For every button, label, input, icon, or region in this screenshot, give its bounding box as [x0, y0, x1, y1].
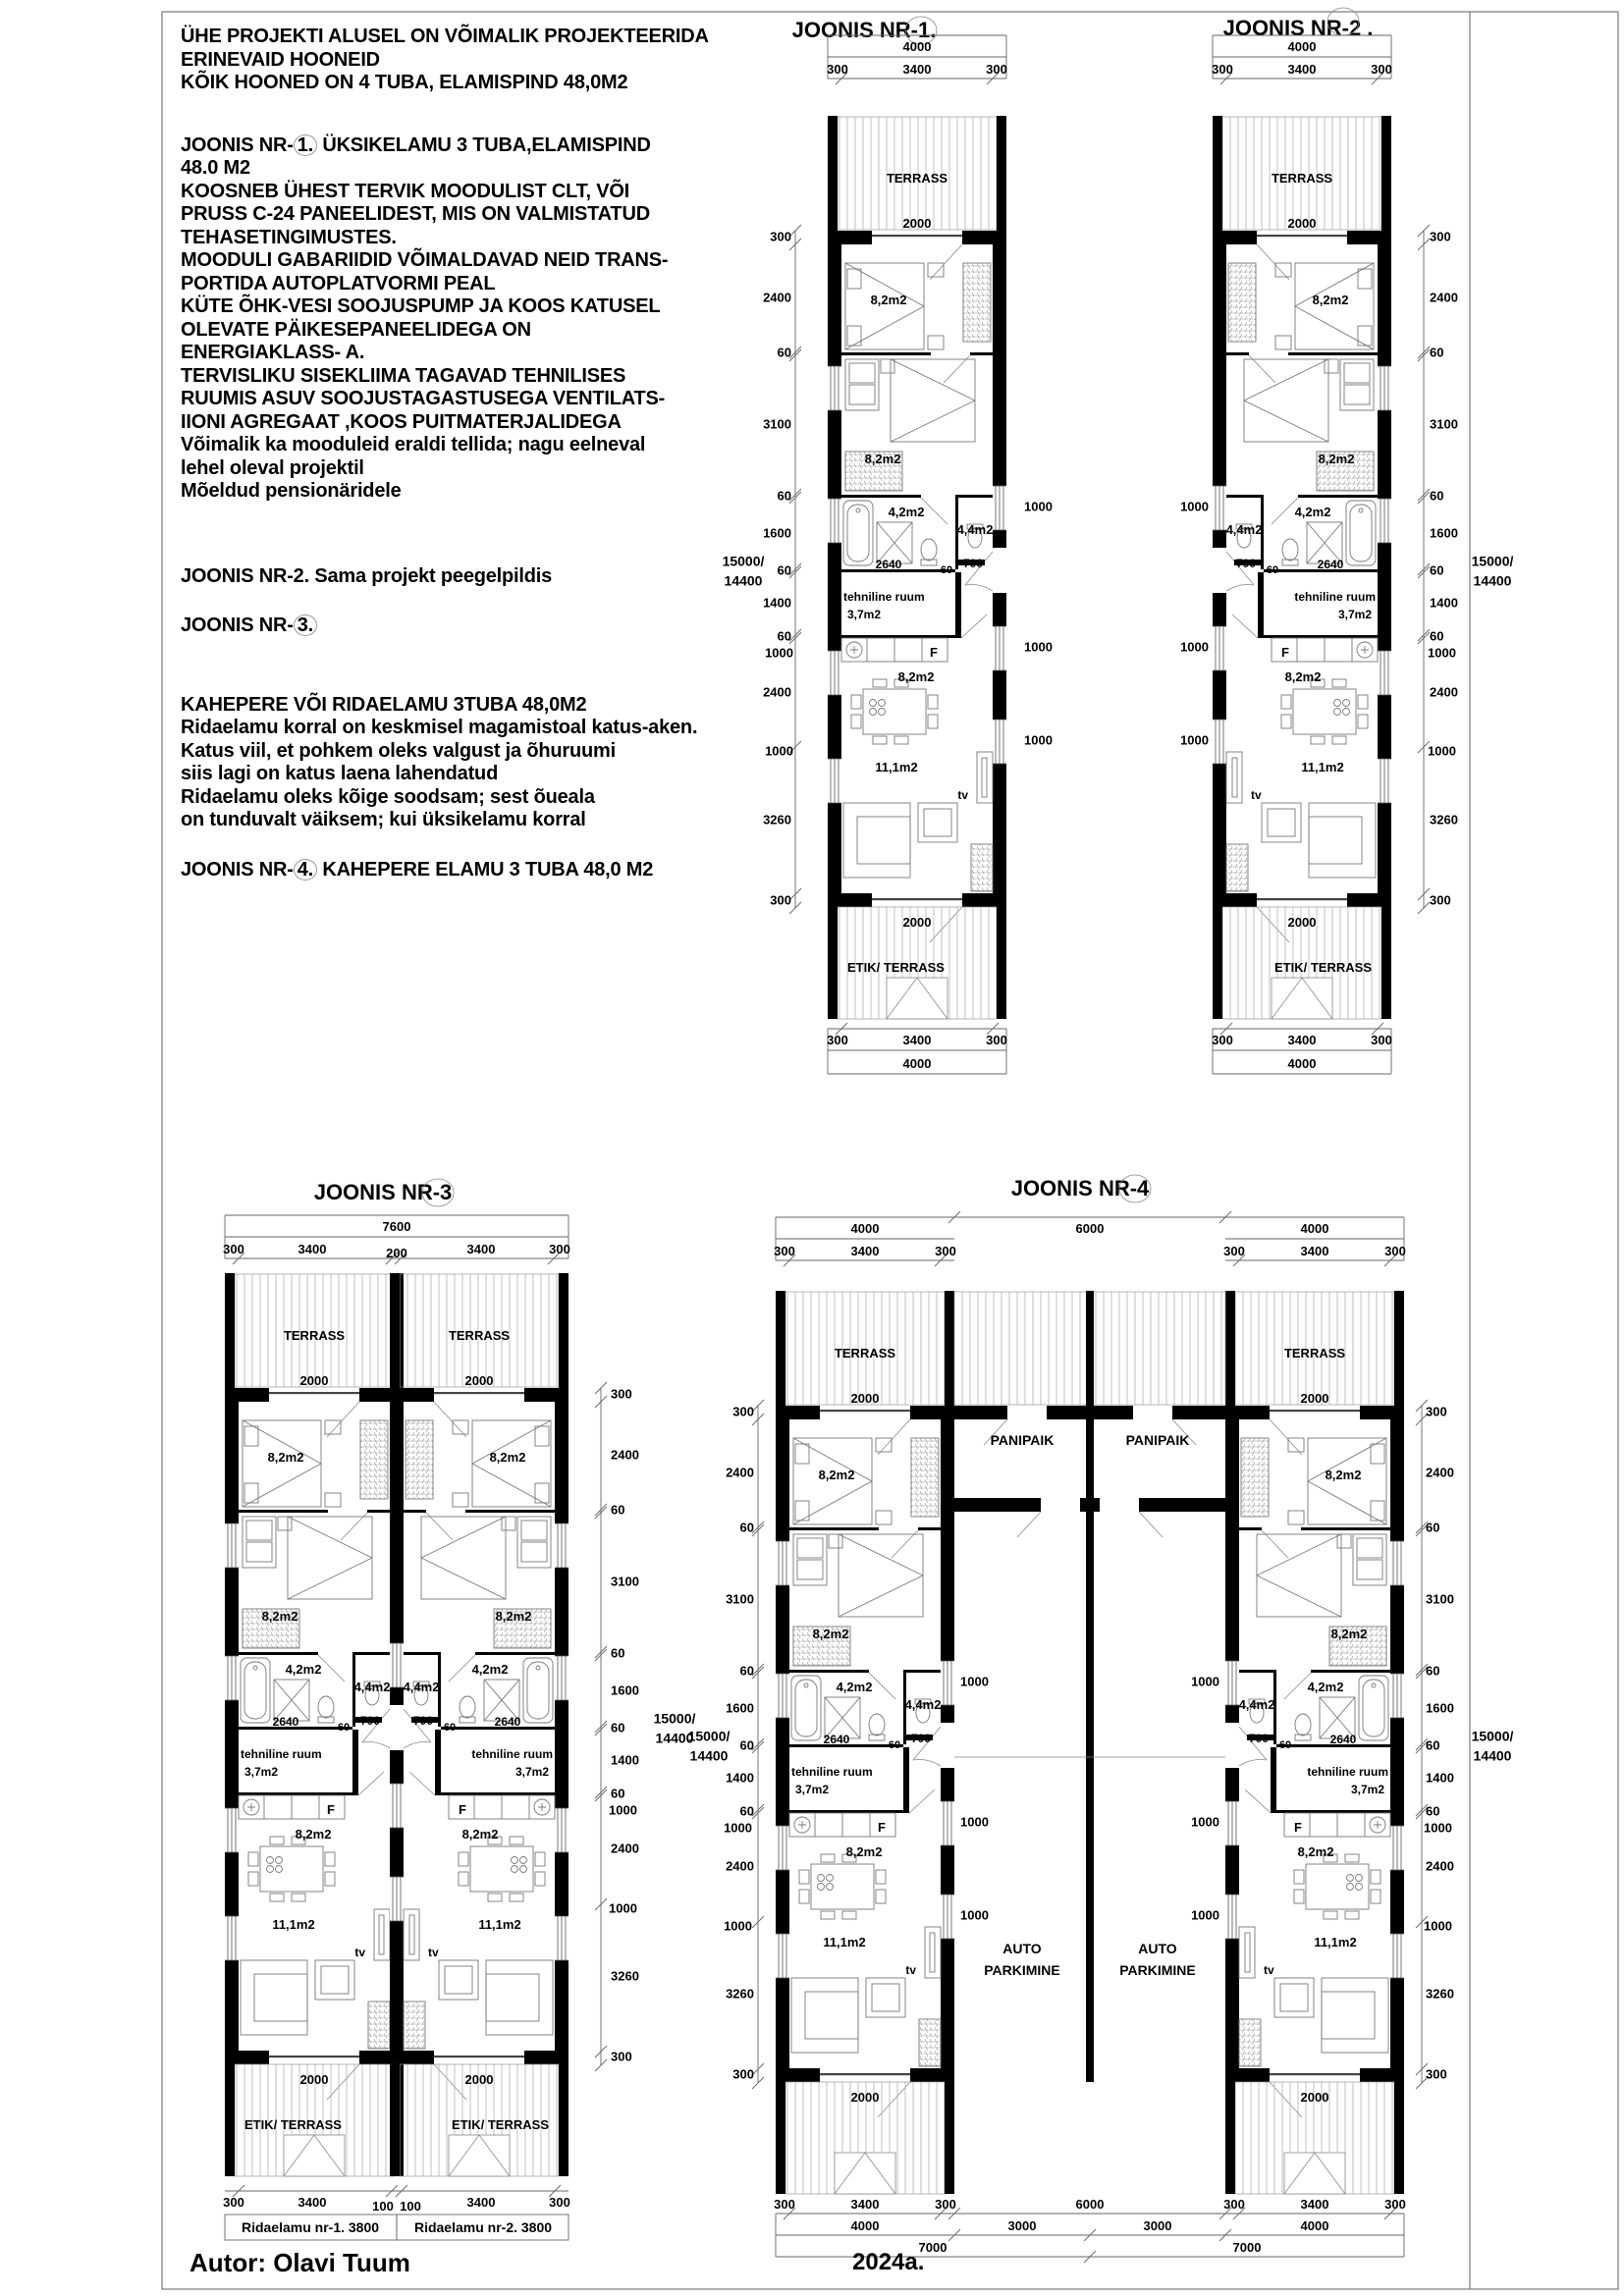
- dim-label: 3260: [1426, 1986, 1454, 2002]
- dim-label: 300: [770, 229, 791, 244]
- room-label: PARKIMINE: [1119, 1962, 1196, 1978]
- appliance-label: F: [1281, 645, 1289, 660]
- dim-label: 2640: [1329, 1733, 1357, 1746]
- dim-label: 4000: [902, 39, 932, 54]
- dim-label: 60: [777, 562, 791, 578]
- dim-label: 1400: [611, 1752, 639, 1768]
- dim-label: 3260: [1430, 812, 1458, 828]
- dim-label: 2000: [464, 1373, 494, 1388]
- dim-label: 300: [223, 1242, 244, 1256]
- room-label: AUTO: [1002, 1941, 1042, 1956]
- room-label: 4,4m2: [904, 1697, 942, 1712]
- text-line: on tunduvalt väiksem; kui üksikelamu korral: [181, 809, 586, 830]
- dim-label: 2400: [1430, 684, 1458, 700]
- dim-label: 300: [1371, 62, 1392, 77]
- text-line: PRUSS C-24 PANEELIDEST, MIS ON VALMISTATUD: [181, 203, 650, 225]
- dim-label: 60: [1426, 1737, 1440, 1753]
- dim-label: 300: [1426, 1404, 1447, 1419]
- dim-label: 3400: [1287, 62, 1317, 77]
- dim-label: 4000: [902, 1056, 932, 1071]
- dim-label: 200: [386, 1246, 407, 1260]
- circled-number: 4.: [294, 859, 317, 881]
- dim-label: 300: [1430, 892, 1451, 908]
- room-label: 4,2m2: [285, 1662, 322, 1677]
- dim-label: 60: [1430, 345, 1444, 360]
- dim-label: 7000: [1232, 2240, 1262, 2255]
- text-line: 48.0 M2: [181, 157, 250, 179]
- dim-label: 15000/: [687, 1728, 731, 1744]
- dim-label: 300: [732, 2066, 754, 2082]
- dim-label: 300: [1384, 1244, 1406, 1258]
- circled-number: 3.: [294, 614, 317, 636]
- dim-label: 2400: [1426, 1465, 1454, 1480]
- dim-label: 60: [611, 1502, 625, 1518]
- dim-label: 100: [400, 2199, 421, 2214]
- room-label: 4,4m2: [353, 1680, 391, 1694]
- dim-label: 1000: [724, 1918, 752, 1934]
- room-label: 8,2m2: [1284, 669, 1322, 684]
- text-line: JOONIS NR- 1. ÜKSIKELAMU 3 TUBA,ELAMISPIND: [181, 133, 651, 156]
- circled-number: 1.: [294, 134, 317, 156]
- appliance-label: F: [878, 1820, 886, 1835]
- room-label: TERRASS: [1271, 171, 1333, 186]
- room-label: 8,2m2: [1325, 1468, 1362, 1482]
- dim-label: 14400: [655, 1730, 694, 1746]
- dim-label: 14400: [689, 1747, 729, 1764]
- dim-label: 3100: [763, 416, 791, 432]
- tv-label: tv: [1251, 788, 1262, 802]
- dim-label: 300: [1426, 2066, 1447, 2082]
- dim-label: 60: [739, 1520, 754, 1535]
- dim-label: 300: [986, 62, 1007, 77]
- dim-label: 300: [827, 62, 848, 77]
- dim-label: 4000: [850, 2218, 880, 2233]
- room-label: 4,2m2: [888, 505, 925, 519]
- room-label: tehniline ruum: [1307, 1765, 1388, 1779]
- text-line: RUUMIS ASUV SOOJUSTAGASTUSEGA VENTILATS-: [181, 388, 666, 409]
- room-label: PANIPAIK: [1125, 1432, 1190, 1448]
- dim-label: 1000: [609, 1900, 637, 1916]
- dim-label: 60: [611, 1720, 625, 1735]
- dim-label: 2000: [1287, 915, 1317, 930]
- dim-label: 2400: [611, 1447, 639, 1463]
- dim-label: 700: [359, 1714, 381, 1728]
- text-line: MOODULI GABARIIDID VÕIMALDAVAD NEID TRANS-: [181, 249, 669, 271]
- dim-label: 1000: [1024, 732, 1053, 748]
- text-line: IIONI AGREGAAT ,KOOS PUITMATERJALIDEGA: [181, 410, 622, 433]
- dim-label: 1400: [1426, 1770, 1454, 1786]
- dim-label: 300: [1223, 2197, 1245, 2212]
- dim-label: 1600: [1426, 1700, 1454, 1716]
- text-line: JOONIS NR- 4. KAHEPERE ELAMU 3 TUBA 48,0 M2: [181, 858, 654, 881]
- text-line: siis lagi on katus laena lahendatud: [181, 763, 499, 784]
- dim-label: 2000: [1300, 2090, 1329, 2105]
- tv-label: tv: [1264, 1963, 1274, 1977]
- dim-label: 1400: [1430, 595, 1458, 611]
- dim-label: 15000/: [653, 1710, 696, 1727]
- text-line: Mõeldud pensionäridele: [181, 480, 402, 502]
- room-label: 4,2m2: [1294, 505, 1331, 519]
- dim-label: 60: [443, 1722, 457, 1734]
- dim-label: 2400: [1430, 290, 1458, 305]
- dim-label: 2400: [1426, 1858, 1454, 1874]
- dim-label: 2000: [850, 1391, 880, 1406]
- dim-label: 300: [611, 1386, 632, 1402]
- dim-label: 3260: [763, 812, 791, 828]
- dim-label: 3400: [466, 2195, 496, 2210]
- dim-label: 300: [611, 2049, 632, 2064]
- room-label: 8,2m2: [461, 1827, 499, 1842]
- dim-label: 300: [1212, 62, 1233, 77]
- dim-label: 1000: [1191, 1814, 1219, 1830]
- dim-label: 300: [549, 2195, 570, 2210]
- dim-label: 300: [827, 1033, 848, 1047]
- dim-label: 700: [1235, 557, 1257, 570]
- dim-label: 2000: [464, 2072, 494, 2087]
- dim-label: 300: [774, 2197, 795, 2212]
- room-label: 4,2m2: [836, 1680, 873, 1694]
- dim-label: 2000: [902, 216, 932, 231]
- dim-label: 60: [777, 488, 791, 504]
- dim-label: 1000: [1424, 1918, 1452, 1934]
- dim-label: 300: [774, 1244, 795, 1258]
- dim-label: 1000: [960, 1814, 989, 1830]
- year-label: 2024a.: [852, 2249, 925, 2275]
- dim-label: 3400: [850, 1244, 880, 1258]
- text-line: ENERGIAKLASS- A.: [181, 342, 365, 363]
- text-line: KÜTE ÕHK-VESI SOOJUSPUMP JA KOOS KATUSEL: [181, 295, 661, 317]
- dim-chain-nr1-left: [723, 229, 793, 907]
- room-label: 11,1m2: [1314, 1935, 1357, 1949]
- dim-label: 1000: [1180, 639, 1209, 655]
- dim-label: 3400: [298, 2195, 327, 2210]
- dim-label: 2640: [494, 1715, 521, 1729]
- court-area: [954, 1291, 1225, 2082]
- dim-label: 3100: [1430, 416, 1458, 432]
- dim-label: 60: [1278, 1739, 1292, 1751]
- dim-chain-nr3-right: [609, 1386, 696, 2063]
- dim-label: 1000: [724, 1820, 752, 1836]
- room-label: 8,2m2: [897, 669, 935, 684]
- dim-label: 300: [1371, 1033, 1392, 1047]
- room-label: TERRASS: [834, 1346, 896, 1361]
- plan-title: JOONIS NR-3: [313, 1180, 453, 1204]
- text-line: OLEVATE PÄIKESEPANEELIDEGA ON: [181, 318, 531, 341]
- room-label: TERRASS: [283, 1328, 346, 1343]
- dim-label: 1000: [1191, 1907, 1219, 1923]
- dim-label: 60: [1426, 1663, 1440, 1679]
- appliance-label: F: [459, 1802, 466, 1817]
- unit-label: Ridaelamu nr-1. 3800: [241, 2219, 380, 2235]
- text-line: ÜHE PROJEKTI ALUSEL ON VÕIMALIK PROJEKTEERIDA: [181, 26, 709, 47]
- dim-label: 60: [1426, 1803, 1440, 1819]
- room-label: 3,7m2: [795, 1783, 830, 1796]
- dim-label: 60: [1430, 628, 1444, 644]
- dim-label: 60: [1426, 1520, 1440, 1535]
- dim-label: 3260: [726, 1986, 754, 2002]
- dim-label: 1000: [609, 1802, 637, 1818]
- dim-label: 1000: [1180, 499, 1209, 514]
- room-label: PARKIMINE: [984, 1962, 1060, 1978]
- dim-label: 2400: [726, 1465, 754, 1480]
- dim-label: 700: [962, 557, 984, 570]
- dim-label: 2000: [299, 1373, 329, 1388]
- dim-label: 60: [739, 1803, 754, 1819]
- text-line: TERVISLIKU SISEKLIIMA TAGAVAD TEHNILISES: [181, 364, 626, 387]
- tv-label: tv: [428, 1946, 439, 1959]
- dim-label: 2400: [763, 290, 791, 305]
- dim-label: 15000/: [722, 553, 765, 569]
- dim-label: 60: [1266, 564, 1279, 576]
- dim-label: 60: [777, 345, 791, 360]
- dim-label: 1600: [611, 1682, 639, 1698]
- dim-label: 1000: [765, 743, 793, 759]
- dim-label: 300: [935, 1244, 956, 1258]
- dim-label: 300: [1430, 229, 1451, 244]
- dim-label: 4000: [1287, 39, 1317, 54]
- text-line: Ridaelamu oleks kõige soodsam; sest õueala: [181, 785, 595, 808]
- dim-label: 3400: [902, 62, 932, 77]
- plan-title: JOONIS NR-2 .: [1222, 16, 1374, 40]
- room-label: 8,2m2: [495, 1609, 532, 1624]
- room-label: tehniline ruum: [1294, 590, 1376, 604]
- dim-label: 4000: [850, 1221, 880, 1236]
- text-line: KAHEPERE VÕI RIDAELAMU 3TUBA 48,0M2: [181, 693, 587, 716]
- dim-label: 300: [732, 1404, 754, 1419]
- dim-label: 2000: [1300, 1391, 1329, 1406]
- room-label: tehniline ruum: [791, 1765, 873, 1779]
- room-label: 4,4m2: [403, 1680, 440, 1694]
- dim-label: 300: [770, 892, 791, 908]
- room-label: 4,4m2: [1238, 1697, 1275, 1712]
- dim-label: 3400: [1300, 1244, 1329, 1258]
- dim-label: 3400: [298, 1242, 327, 1256]
- plan-title: JOONIS NR-1.: [791, 18, 937, 42]
- plan-nr3: [223, 1179, 695, 2240]
- dim-label: 60: [1430, 488, 1444, 504]
- text-line: KÕIK HOONED ON 4 TUBA, ELAMISPIND 48,0M2: [181, 72, 628, 93]
- room-label: 3,7m2: [244, 1765, 279, 1779]
- dim-chain-nr4-right: [1424, 1404, 1514, 2081]
- room-label: 3,7m2: [1350, 1783, 1384, 1796]
- dim-label: 4000: [1300, 2218, 1329, 2233]
- dim-label: 15000/: [1471, 1728, 1514, 1744]
- dim-label: 1000: [960, 1907, 989, 1923]
- room-label: 11,1m2: [875, 760, 918, 774]
- dim-label: 700: [910, 1732, 932, 1745]
- text-line: Ridaelamu korral on keskmisel magamistoal katus-aken.: [181, 717, 698, 738]
- room-label: AUTO: [1138, 1941, 1177, 1956]
- dim-label: 1000: [1180, 732, 1209, 748]
- dim-label: 3100: [726, 1591, 754, 1607]
- text-line: lehel oleval projektil: [181, 456, 364, 479]
- dim-label: 60: [777, 628, 791, 644]
- dim-label: 3400: [1287, 1033, 1317, 1047]
- dim-label: 3100: [1426, 1591, 1454, 1607]
- dim-chain-nr2-right: [1428, 229, 1514, 907]
- dim-label: 3000: [1143, 2218, 1172, 2233]
- plan-nr4: [688, 1175, 1514, 2263]
- dim-label: 2400: [763, 684, 791, 700]
- dim-label: 1000: [1024, 639, 1053, 655]
- dim-label: 6000: [1075, 1221, 1105, 1236]
- room-label: 8,2m2: [812, 1627, 849, 1641]
- dim-label: 2640: [272, 1715, 299, 1729]
- dim-chain-nr4-left: [688, 1404, 754, 2081]
- dim-label: 3400: [1300, 2197, 1329, 2212]
- dim-label: 3000: [1007, 2218, 1037, 2233]
- room-label: PANIPAIK: [990, 1432, 1055, 1448]
- dim-label: 300: [1384, 2197, 1406, 2212]
- appliance-label: F: [930, 645, 938, 660]
- dim-label: 100: [372, 2199, 394, 2214]
- dim-label: 2000: [902, 915, 932, 930]
- room-label: TERRASS: [1283, 1346, 1346, 1361]
- dim-label: 300: [935, 2197, 956, 2212]
- dim-label: 60: [611, 1786, 625, 1801]
- dim-label: 3100: [611, 1574, 639, 1589]
- dim-label: 60: [888, 1739, 901, 1751]
- dim-label: 1600: [1430, 525, 1458, 541]
- dim-label: 1600: [763, 525, 791, 541]
- dim-label: 60: [739, 1737, 754, 1753]
- room-label: TERRASS: [886, 171, 948, 186]
- dim-label: 1000: [765, 645, 793, 661]
- plan-nr2: [1180, 8, 1513, 1074]
- dim-label: 60: [940, 564, 953, 576]
- dim-label: 7600: [382, 1219, 411, 1234]
- dim-label: 60: [611, 1645, 625, 1661]
- tv-label: tv: [354, 1946, 365, 1959]
- dim-label: 700: [412, 1714, 434, 1728]
- dim-label: 1000: [1424, 1820, 1452, 1836]
- room-label: 8,2m2: [1330, 1627, 1368, 1641]
- author-label: Autor: Olavi Tuum: [189, 2248, 410, 2277]
- room-label: 3,7m2: [1337, 608, 1372, 621]
- tv-label: tv: [905, 1963, 916, 1977]
- dim-label: 300: [549, 1242, 570, 1256]
- room-label: tehniline ruum: [843, 590, 925, 604]
- dim-label: 1000: [1428, 743, 1456, 759]
- dim-label: 2400: [726, 1858, 754, 1874]
- room-label: 4,2m2: [471, 1662, 509, 1677]
- dim-label: 1600: [726, 1700, 754, 1716]
- room-label: 8,2m2: [267, 1450, 304, 1465]
- unit-label: Ridaelamu nr-2. 3800: [413, 2219, 553, 2235]
- text-line: ERINEVAID HOONEID: [181, 48, 380, 71]
- dim-label: 1400: [726, 1770, 754, 1786]
- dim-label: 2000: [850, 2090, 880, 2105]
- dim-label: 2640: [875, 558, 902, 571]
- room-label: TERRASS: [448, 1328, 511, 1343]
- dim-label: 2000: [299, 2072, 329, 2087]
- room-label: 8,2m2: [1297, 1844, 1334, 1859]
- room-label: ETIK/ TERRASS: [1274, 960, 1372, 975]
- dim-label: 1400: [763, 595, 791, 611]
- dim-label: 1000: [1428, 645, 1456, 661]
- room-label: ETIK/ TERRASS: [452, 2117, 549, 2132]
- dim-label: 4000: [1287, 1056, 1317, 1071]
- text-line: JOONIS NR- 3.: [181, 614, 780, 638]
- dim-label: 7000: [918, 2240, 947, 2255]
- dim-label: 300: [1223, 1244, 1245, 1258]
- dim-label: 300: [223, 2195, 244, 2210]
- room-label: 8,2m2: [261, 1609, 298, 1624]
- dim-label: 3400: [902, 1033, 932, 1047]
- dim-label: 2640: [823, 1733, 850, 1746]
- text-line: Võimalik ka mooduleid eraldi tellida; nagu eelneval: [181, 434, 646, 455]
- dim-label: 300: [986, 1033, 1007, 1047]
- dim-label: 14400: [724, 572, 763, 589]
- dim-label: 3260: [611, 1968, 639, 1984]
- dim-label: 6000: [1075, 2197, 1105, 2212]
- room-label: ETIK/ TERRASS: [847, 960, 945, 975]
- dim-label: 300: [1212, 1033, 1233, 1047]
- room-label: 8,2m2: [489, 1450, 526, 1465]
- plan-title: JOONIS NR-4: [1010, 1176, 1150, 1201]
- room-label: tehniline ruum: [471, 1747, 553, 1761]
- room-label: 11,1m2: [272, 1917, 315, 1932]
- room-label: 4,2m2: [1307, 1680, 1344, 1694]
- room-label: 3,7m2: [514, 1765, 549, 1779]
- dim-label: 1000: [1024, 499, 1053, 514]
- appliance-label: F: [1294, 1820, 1302, 1835]
- dim-label: 4000: [1300, 1221, 1329, 1236]
- text-line: JOONIS NR-2. Sama projekt peegelpildis: [181, 564, 553, 587]
- room-label: 8,2m2: [864, 452, 901, 466]
- room-label: ETIK/ TERRASS: [244, 2117, 342, 2132]
- room-label: 11,1m2: [823, 1935, 866, 1949]
- room-label: 8,2m2: [870, 293, 907, 307]
- room-label: 8,2m2: [845, 1844, 883, 1859]
- dim-label: 15000/: [1471, 553, 1514, 569]
- dim-label: 14400: [1473, 1747, 1512, 1764]
- text-line: KOOSNEB ÜHEST TERVIK MOODULIST CLT, VÕI: [181, 180, 630, 202]
- dim-label: 3400: [850, 2197, 880, 2212]
- room-label: 8,2m2: [818, 1468, 855, 1482]
- text-line: TEHASETINGIMUSTES.: [181, 226, 397, 248]
- dim-label: 2000: [1287, 216, 1317, 231]
- room-label: 8,2m2: [1312, 293, 1349, 307]
- dim-label: 3400: [466, 1242, 496, 1256]
- dim-label: 60: [1430, 562, 1444, 578]
- dim-label: 700: [1248, 1732, 1270, 1745]
- room-label: 4,4m2: [1225, 522, 1263, 537]
- text-line: PORTIDA AUTOPLATVORMI PEAL: [181, 272, 496, 294]
- plan-nr1: [723, 17, 1053, 1074]
- room-label: 8,2m2: [1318, 452, 1355, 466]
- room-label: 3,7m2: [847, 608, 882, 621]
- room-label: 11,1m2: [1301, 760, 1344, 774]
- dim-label: 1000: [1191, 1674, 1219, 1689]
- room-label: 8,2m2: [295, 1827, 332, 1842]
- text-line: Katus viil, et pohkem oleks valgust ja õhuruumi: [181, 739, 616, 762]
- dim-label: 60: [337, 1722, 351, 1734]
- dim-label: 1000: [960, 1674, 989, 1689]
- dim-label: 2640: [1317, 558, 1344, 571]
- room-label: 11,1m2: [478, 1917, 521, 1932]
- room-label: tehniline ruum: [241, 1747, 322, 1761]
- room-label: 4,4m2: [956, 522, 994, 537]
- tv-label: tv: [957, 788, 968, 802]
- appliance-label: F: [327, 1802, 335, 1817]
- dim-label: 14400: [1473, 572, 1512, 589]
- dim-label: 60: [739, 1663, 754, 1679]
- dim-label: 2400: [611, 1841, 639, 1856]
